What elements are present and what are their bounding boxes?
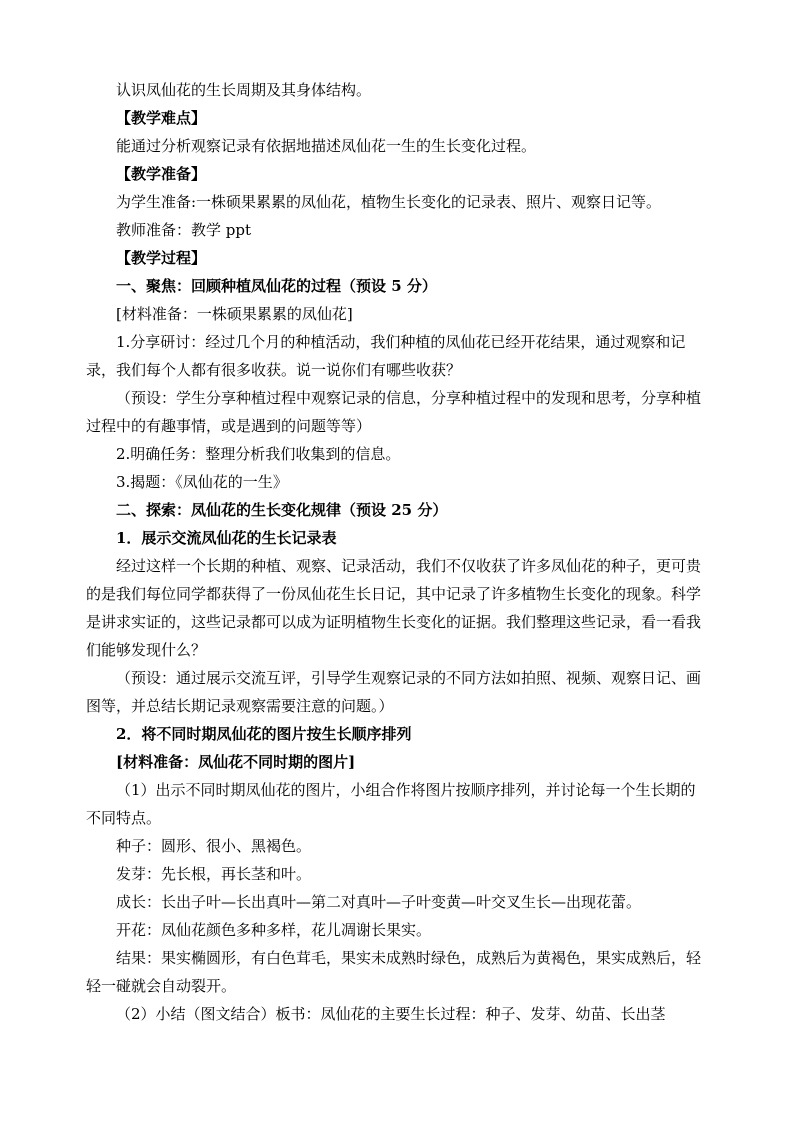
section-heading: 【教学难点】 — [116, 109, 207, 127]
text-line: 能通过分析观察记录有依据地描述凤仙花一生的生长变化过程。 — [116, 137, 537, 155]
section-heading: 【教学准备】 — [116, 165, 207, 183]
text-line: （2）小结（图文结合）板书：凤仙花的主要生长过程：种子、发芽、幼苗、长出茎 — [116, 1005, 666, 1023]
subsection-heading: 二、探索：凤仙花的生长变化规律（预设 25 分） — [116, 501, 448, 519]
item-heading: 2．将不同时期凤仙花的图片按生长顺序排列 — [116, 725, 412, 743]
paragraph: 结果：果实椭圆形，有白色茸毛，果实未成熟时绿色，成熟后为黄褐色，果实成熟后，轻轻一碰就会自动裂开。 — [86, 949, 702, 995]
section-heading: 【教学过程】 — [116, 249, 207, 267]
item-heading: 1．展示交流凤仙花的生长记录表 — [116, 529, 337, 547]
text-line: 开花：凤仙花颜色多种多样，花儿凋谢长果实。 — [116, 921, 432, 939]
text-line: 3.揭题：《凤仙花的一生》 — [116, 473, 288, 491]
text-line: 成长：长出子叶—长出真叶—第二对真叶—子叶变黄—叶交叉生长—出现花蕾。 — [116, 893, 642, 911]
subsection-heading: 一、聚焦：回顾种植凤仙花的过程（预设 5 分） — [116, 277, 437, 295]
text-line: 认识凤仙花的生长周期及其身体结构。 — [116, 81, 372, 99]
material-note: [材料准备：一株硕果累累的凤仙花] — [116, 305, 353, 323]
paragraph: 1.分享研讨：经过几个月的种植活动，我们种植的凤仙花已经开花结果，通过观察和记录，我们每个人都有很多收获。说一说你们有哪些收获？ — [86, 333, 686, 379]
paragraph: （预设：学生分享种植过程中观察记录的信息，分享种植过程中的发现和思考，分享种植过程中的有趣事情，或是遇到的问题等等） — [86, 389, 702, 435]
text-line: 为学生准备:一株硕果累累的凤仙花，植物生长变化的记录表、照片、观察日记等。 — [116, 193, 662, 211]
paragraph: （1）出示不同时期凤仙花的图片，小组合作将图片按顺序排列，并讨论每一个生长期的不同特点。 — [86, 781, 696, 827]
document-body — [86, 76, 704, 1028]
text-line: 2.明确任务：整理分析我们收集到的信息。 — [116, 445, 401, 463]
text-line: 教师准备：教学 ppt — [116, 221, 252, 239]
paragraph: （预设：通过展示交流互评，引导学生观察记录的不同方法如拍照、视频、观察日记、画图等，并总结长期记录观察需要注意的问题。） — [86, 669, 702, 715]
paragraph: 经过这样一个长期的种植、观察、记录活动，我们不仅收获了许多凤仙花的种子，更可贵的是我们每位同学都获得了一份凤仙花生长日记，其中记录了许多植物生长变化的现象。科学是讲求实证的，这些记录都可以成为证明植物生长变化的证据。我们整理这些记录，看一看我们能够发现什么？ — [86, 557, 702, 659]
text-line: 种子：圆形、很小、黑褐色。 — [116, 837, 312, 855]
material-note: [材料准备：凤仙花不同时期的图片] — [116, 753, 356, 771]
text-line: 发芽：先长根，再长茎和叶。 — [116, 865, 312, 883]
